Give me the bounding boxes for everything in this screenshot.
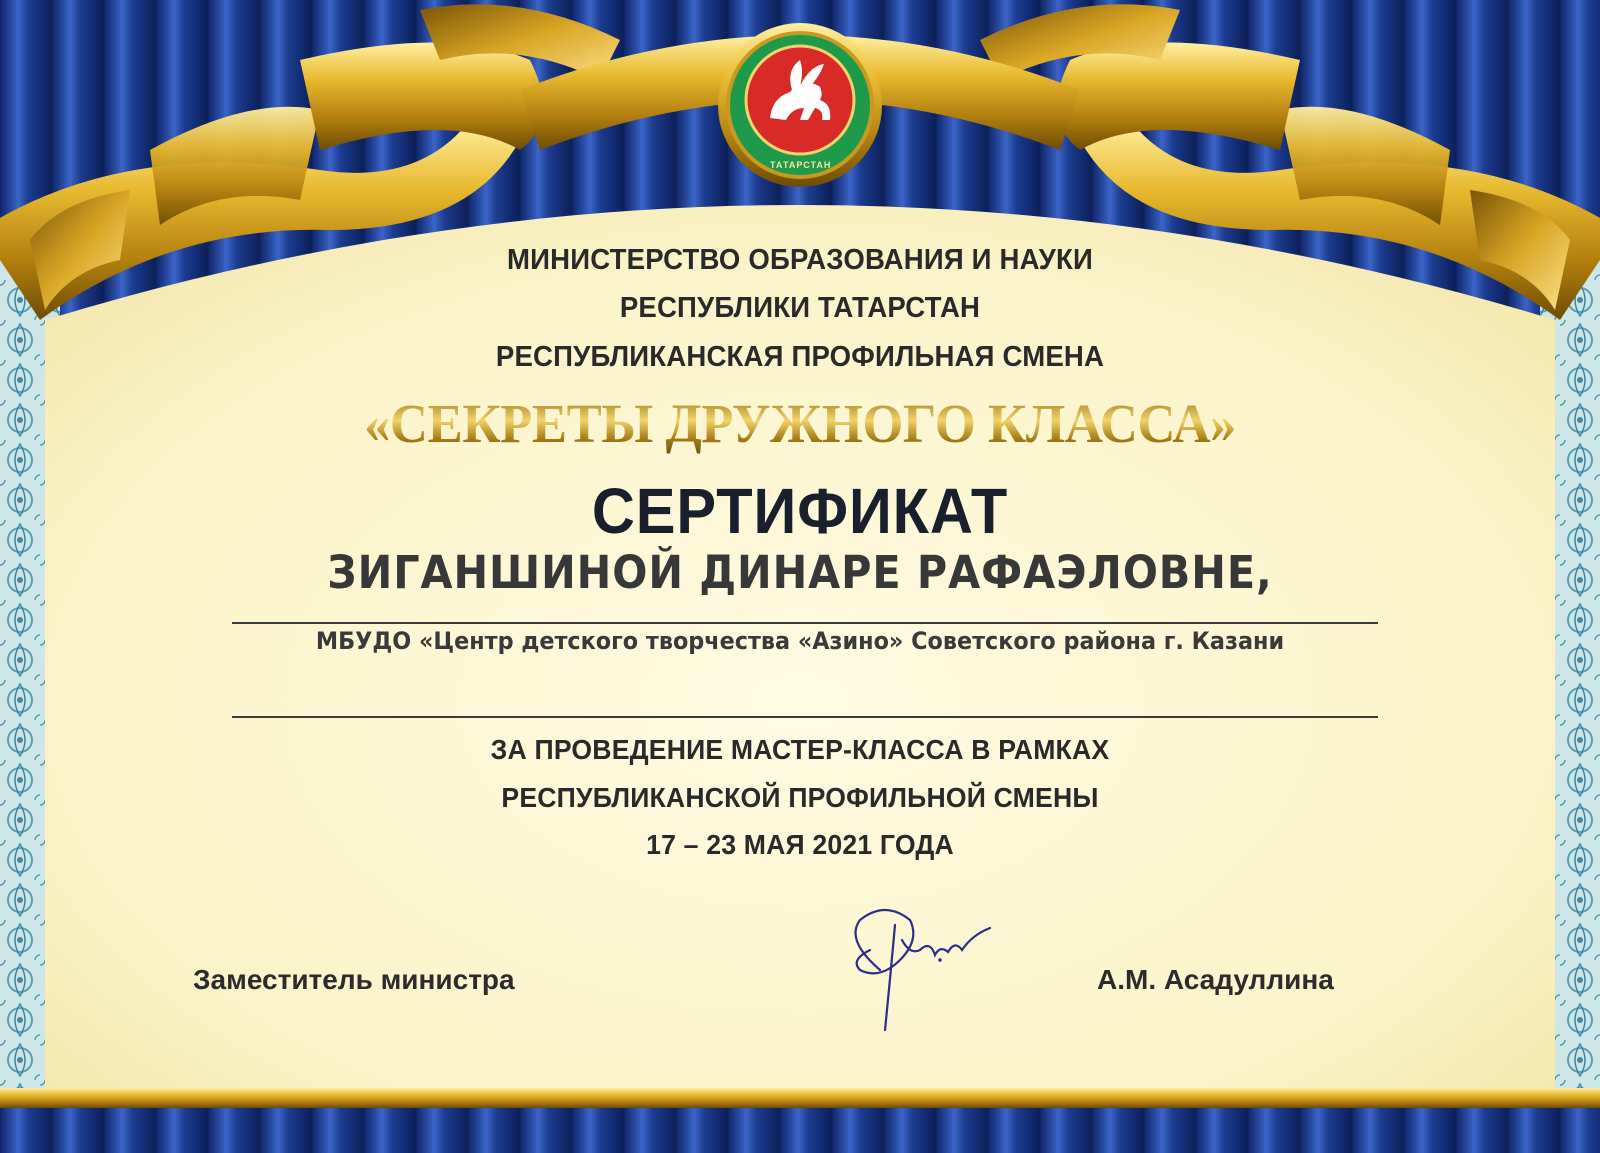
recipient-name: ЗИГАНШИНОЙ ДИНАРЕ РАФАЭЛОВНЕ, — [327, 546, 1273, 599]
emblem-caption-wrapper — [770, 155, 830, 173]
reason-line-2: РЕСПУБЛИКАНСКОЙ ПРОФИЛЬНОЙ СМЕНЫ — [501, 782, 1099, 813]
emblem-caption: ТАТАРСТАН — [770, 160, 832, 170]
event-name: «СЕКРЕТЫ ДРУЖНОГО КЛАССА» — [32, 392, 1568, 455]
ministry-line-2: РЕСПУБЛИКИ ТАТАРСТАН — [619, 292, 981, 324]
divider-bottom — [232, 716, 1378, 718]
ministry-line-1: МИНИСТЕРСТВО ОБРАЗОВАНИЯ И НАУКИ — [507, 244, 1093, 276]
reason-line-1: ЗА ПРОВЕДЕНИЕ МАСТЕР-КЛАССА В РАМКАХ — [490, 734, 1110, 765]
signatory-name: А.М. Асадуллина — [1097, 964, 1334, 995]
organization-name: МБУДО «Центр детского творчества «Азино» Советского района г. Казани — [315, 627, 1285, 655]
event-dates: 17 – 23 МАЯ 2021 ГОДА — [646, 829, 954, 860]
certificate-title: СЕРТИФИКАТ — [591, 475, 1009, 547]
divider-top — [232, 622, 1378, 624]
event-type: РЕСПУБЛИКАНСКАЯ ПРОФИЛЬНАЯ СМЕНА — [495, 341, 1105, 373]
handwritten-signature — [840, 900, 1000, 1050]
signatory-position: Заместитель министра — [193, 964, 515, 995]
